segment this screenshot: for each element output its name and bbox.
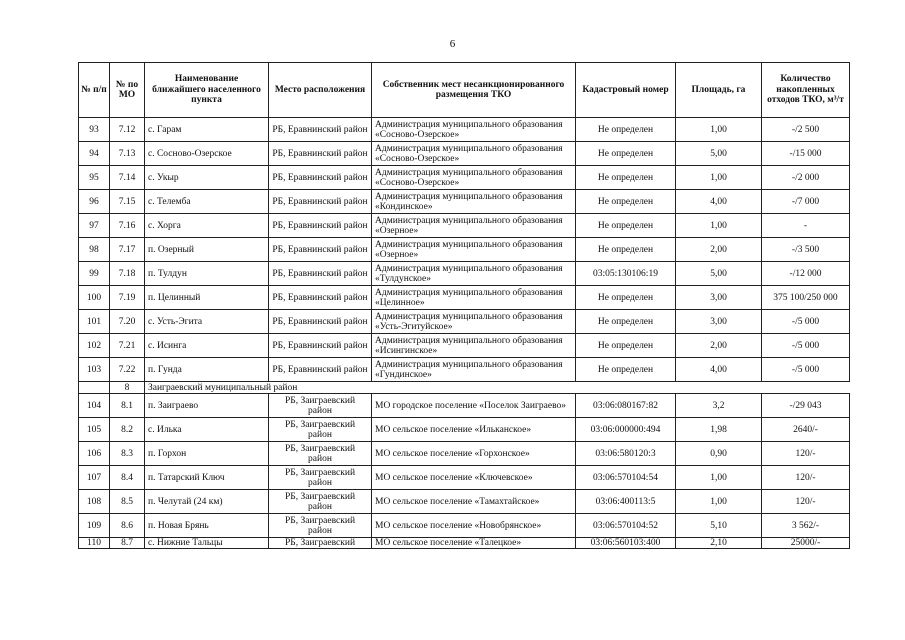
table-row xyxy=(79,118,850,142)
cell-location: РБ, Заиграевский район xyxy=(269,514,372,538)
cell-owner: Администрация муниципального образования «Гундинское» xyxy=(372,358,576,382)
cell-cadastral: 03:06:570104:52 xyxy=(576,514,676,538)
cell-num-mo: 8.6 xyxy=(110,514,145,538)
cell-area: 5,10 xyxy=(676,514,762,538)
cell-cadastral: 03:06:560103:400 xyxy=(576,538,676,549)
cell-settlement: п. Новая Брянь xyxy=(145,514,269,538)
cell-num-mo: 8.7 xyxy=(110,538,145,549)
table-row xyxy=(79,358,850,382)
header-cadastral: Кадастровый номер xyxy=(576,63,676,118)
cell-owner: Администрация муниципального образования «Усть-Эгитуйское» xyxy=(372,310,576,334)
cell-num-mo: 7.19 xyxy=(110,286,145,310)
cell-num: 98 xyxy=(79,238,110,262)
table-row xyxy=(79,310,850,334)
cell-location: РБ, Заиграевский район xyxy=(269,418,372,442)
table-body-bottom xyxy=(79,394,850,549)
cell-settlement: п. Заиграево xyxy=(145,394,269,418)
cell-area: 5,00 xyxy=(676,262,762,286)
cell-num-mo: 8.2 xyxy=(110,418,145,442)
cell-waste: 375 100/250 000 xyxy=(762,286,850,310)
cell-num: 100 xyxy=(79,286,110,310)
cell-waste: -/5 000 xyxy=(762,310,850,334)
cell-num-mo: 7.14 xyxy=(110,166,145,190)
cell-location: РБ, Еравнинский район xyxy=(269,118,372,142)
cell-num: 106 xyxy=(79,442,110,466)
cell-owner: МО сельское поселение «Тамахтайское» xyxy=(372,490,576,514)
cell-area: 1,00 xyxy=(676,166,762,190)
cell-location: РБ, Заиграевский район xyxy=(269,466,372,490)
section-row xyxy=(79,382,850,394)
cell-cadastral: Не определен xyxy=(576,142,676,166)
cell-waste: -/2 000 xyxy=(762,166,850,190)
cell-location: РБ, Еравнинский район xyxy=(269,238,372,262)
cell-area: 4,00 xyxy=(676,190,762,214)
cell-settlement: с. Илька xyxy=(145,418,269,442)
cell-num: 95 xyxy=(79,166,110,190)
cell-cadastral: Не определен xyxy=(576,190,676,214)
cell-waste: -/12 000 xyxy=(762,262,850,286)
table-row xyxy=(79,190,850,214)
cell-area: 2,00 xyxy=(676,238,762,262)
cell-waste: 120/- xyxy=(762,490,850,514)
table-row xyxy=(79,286,850,310)
cell-waste: -/3 500 xyxy=(762,238,850,262)
cell-cadastral: 03:06:400113:5 xyxy=(576,490,676,514)
cell-owner: МО сельское поселение «Ильканское» xyxy=(372,418,576,442)
cell-owner: МО сельское поселение «Новобрянское» xyxy=(372,514,576,538)
cell-waste: -/15 000 xyxy=(762,142,850,166)
cell-location: РБ, Еравнинский район xyxy=(269,262,372,286)
cell-area: 0,90 xyxy=(676,442,762,466)
cell-num: 104 xyxy=(79,394,110,418)
cell-num: 108 xyxy=(79,490,110,514)
section-num-mo: 8 xyxy=(110,382,145,394)
cell-num: 99 xyxy=(79,262,110,286)
cell-area: 1,00 xyxy=(676,466,762,490)
cell-area: 5,00 xyxy=(676,142,762,166)
cell-owner: Администрация муниципального образования «Исингинское» xyxy=(372,334,576,358)
table-row xyxy=(79,418,850,442)
cell-waste: 3 562/- xyxy=(762,514,850,538)
cell-num-mo: 7.22 xyxy=(110,358,145,382)
cell-area: 2,10 xyxy=(676,538,762,549)
cell-waste: - xyxy=(762,214,850,238)
header-area: Площадь, га xyxy=(676,63,762,118)
cell-settlement: с. Исинга xyxy=(145,334,269,358)
cell-cadastral: Не определен xyxy=(576,166,676,190)
page-number: 6 xyxy=(449,38,456,50)
cell-area: 1,00 xyxy=(676,214,762,238)
table-row xyxy=(79,538,850,549)
header-location: Место расположения xyxy=(269,63,372,118)
cell-waste: -/29 043 xyxy=(762,394,850,418)
cell-location: РБ, Заиграевский xyxy=(269,538,372,549)
cell-owner: Администрация муниципального образования «Сосново-Озерское» xyxy=(372,142,576,166)
cell-cadastral: Не определен xyxy=(576,286,676,310)
cell-location: РБ, Еравнинский район xyxy=(269,310,372,334)
cell-num: 107 xyxy=(79,466,110,490)
cell-waste: 2640/- xyxy=(762,418,850,442)
cell-owner: Администрация муниципального образования «Озерное» xyxy=(372,214,576,238)
cell-num-mo: 8.3 xyxy=(110,442,145,466)
cell-settlement: п. Тулдун xyxy=(145,262,269,286)
cell-settlement: с. Усть-Эгита xyxy=(145,310,269,334)
cell-location: РБ, Еравнинский район xyxy=(269,142,372,166)
cell-settlement: с. Укыр xyxy=(145,166,269,190)
cell-cadastral: Не определен xyxy=(576,214,676,238)
cell-area: 1,00 xyxy=(676,118,762,142)
cell-location: РБ, Еравнинский район xyxy=(269,286,372,310)
table-row xyxy=(79,262,850,286)
cell-num: 110 xyxy=(79,538,110,549)
cell-owner: МО сельское поселение «Ключевское» xyxy=(372,466,576,490)
cell-num: 105 xyxy=(79,418,110,442)
table-row xyxy=(79,214,850,238)
cell-location: РБ, Заиграевский район xyxy=(269,394,372,418)
cell-owner: Администрация муниципального образования «Целинное» xyxy=(372,286,576,310)
cell-num-mo: 7.16 xyxy=(110,214,145,238)
cell-settlement: п. Озерный xyxy=(145,238,269,262)
cell-num-mo: 7.20 xyxy=(110,310,145,334)
cell-cadastral: Не определен xyxy=(576,334,676,358)
cell-settlement: с. Гарам xyxy=(145,118,269,142)
cell-waste: -/5 000 xyxy=(762,358,850,382)
header-waste: Количество накопленных отходов ТКО, м³/т xyxy=(762,63,850,118)
table-header-row xyxy=(79,63,850,118)
cell-num-mo: 8.5 xyxy=(110,490,145,514)
cell-num-mo: 7.15 xyxy=(110,190,145,214)
cell-num: 97 xyxy=(79,214,110,238)
cell-waste: -/5 000 xyxy=(762,334,850,358)
cell-num-mo: 7.17 xyxy=(110,238,145,262)
cell-cadastral: 03:06:570104:54 xyxy=(576,466,676,490)
table-row xyxy=(79,142,850,166)
cell-num: 102 xyxy=(79,334,110,358)
cell-num-mo: 7.21 xyxy=(110,334,145,358)
table-body-top xyxy=(79,118,850,394)
cell-area: 2,00 xyxy=(676,334,762,358)
section-title xyxy=(145,382,850,394)
cell-cadastral: 03:06:080167:82 xyxy=(576,394,676,418)
cell-location: РБ, Заиграевский район xyxy=(269,442,372,466)
cell-settlement: п. Горхон xyxy=(145,442,269,466)
cell-area: 3,00 xyxy=(676,310,762,334)
cell-num-mo: 8.1 xyxy=(110,394,145,418)
section-title-text: Заиграевский муниципальный район xyxy=(148,382,298,393)
cell-owner: Администрация муниципального образования «Тулдунское» xyxy=(372,262,576,286)
cell-owner: Администрация муниципального образования «Сосново-Озерское» xyxy=(372,118,576,142)
cell-owner: Администрация муниципального образования «Сосново-Озерское» xyxy=(372,166,576,190)
cell-area: 4,00 xyxy=(676,358,762,382)
cell-settlement: п. Татарский Ключ xyxy=(145,466,269,490)
cell-waste: -/7 000 xyxy=(762,190,850,214)
cell-location: РБ, Еравнинский район xyxy=(269,214,372,238)
table-row xyxy=(79,394,850,418)
cell-area: 3,00 xyxy=(676,286,762,310)
cell-owner: МО городское поселение «Поселок Заиграево» xyxy=(372,394,576,418)
cell-settlement: п. Гунда xyxy=(145,358,269,382)
cell-waste: 25000/- xyxy=(762,538,850,549)
cell-num-mo: 8.4 xyxy=(110,466,145,490)
cell-num: 93 xyxy=(79,118,110,142)
cell-settlement: п. Челутай (24 км) xyxy=(145,490,269,514)
cell-num: 109 xyxy=(79,514,110,538)
cell-num: 103 xyxy=(79,358,110,382)
waste-sites-table xyxy=(78,62,850,549)
header-num-mo: № по МО xyxy=(110,63,145,118)
cell-settlement: с. Хорга xyxy=(145,214,269,238)
cell-location: РБ, Еравнинский район xyxy=(269,358,372,382)
cell-num: 94 xyxy=(79,142,110,166)
cell-num-mo: 7.12 xyxy=(110,118,145,142)
cell-waste: -/2 500 xyxy=(762,118,850,142)
cell-num: 96 xyxy=(79,190,110,214)
cell-num-mo: 7.13 xyxy=(110,142,145,166)
cell-owner: Администрация муниципального образования «Кондинское» xyxy=(372,190,576,214)
table-row xyxy=(79,466,850,490)
cell-owner: Администрация муниципального образования «Озерное» xyxy=(372,238,576,262)
header-num: № п/п xyxy=(79,63,110,118)
cell-location: РБ, Еравнинский район xyxy=(269,166,372,190)
cell-cadastral: Не определен xyxy=(576,238,676,262)
section-spacer xyxy=(79,382,110,394)
table-row xyxy=(79,166,850,190)
cell-cadastral: 03:06:580120:3 xyxy=(576,442,676,466)
cell-cadastral: 03:06:000000:494 xyxy=(576,418,676,442)
table-row xyxy=(79,238,850,262)
cell-cadastral: 03:05:130106:19 xyxy=(576,262,676,286)
cell-waste: 120/- xyxy=(762,466,850,490)
cell-num: 101 xyxy=(79,310,110,334)
cell-settlement: с. Нижние Тальцы xyxy=(145,538,269,549)
header-settlement: Наименование ближайшего населенного пункта xyxy=(145,63,269,118)
cell-cadastral: Не определен xyxy=(576,118,676,142)
table-row xyxy=(79,442,850,466)
cell-settlement: с. Сосново-Озерское xyxy=(145,142,269,166)
cell-area: 3,2 xyxy=(676,394,762,418)
cell-num-mo: 7.18 xyxy=(110,262,145,286)
cell-waste: 120/- xyxy=(762,442,850,466)
cell-cadastral: Не определен xyxy=(576,358,676,382)
table-row xyxy=(79,490,850,514)
cell-location: РБ, Еравнинский район xyxy=(269,190,372,214)
cell-location: РБ, Заиграевский район xyxy=(269,490,372,514)
table-row xyxy=(79,334,850,358)
cell-location: РБ, Еравнинский район xyxy=(269,334,372,358)
cell-settlement: п. Целинный xyxy=(145,286,269,310)
table-row xyxy=(79,514,850,538)
cell-area: 1,00 xyxy=(676,490,762,514)
cell-owner: МО сельское поселение «Талецкое» xyxy=(372,538,576,549)
cell-owner: МО сельское поселение «Горхонское» xyxy=(372,442,576,466)
cell-area: 1,98 xyxy=(676,418,762,442)
cell-settlement: с. Телемба xyxy=(145,190,269,214)
cell-cadastral: Не определен xyxy=(576,310,676,334)
header-owner: Собственник мест несанкционированного размещения ТКО xyxy=(372,63,576,118)
